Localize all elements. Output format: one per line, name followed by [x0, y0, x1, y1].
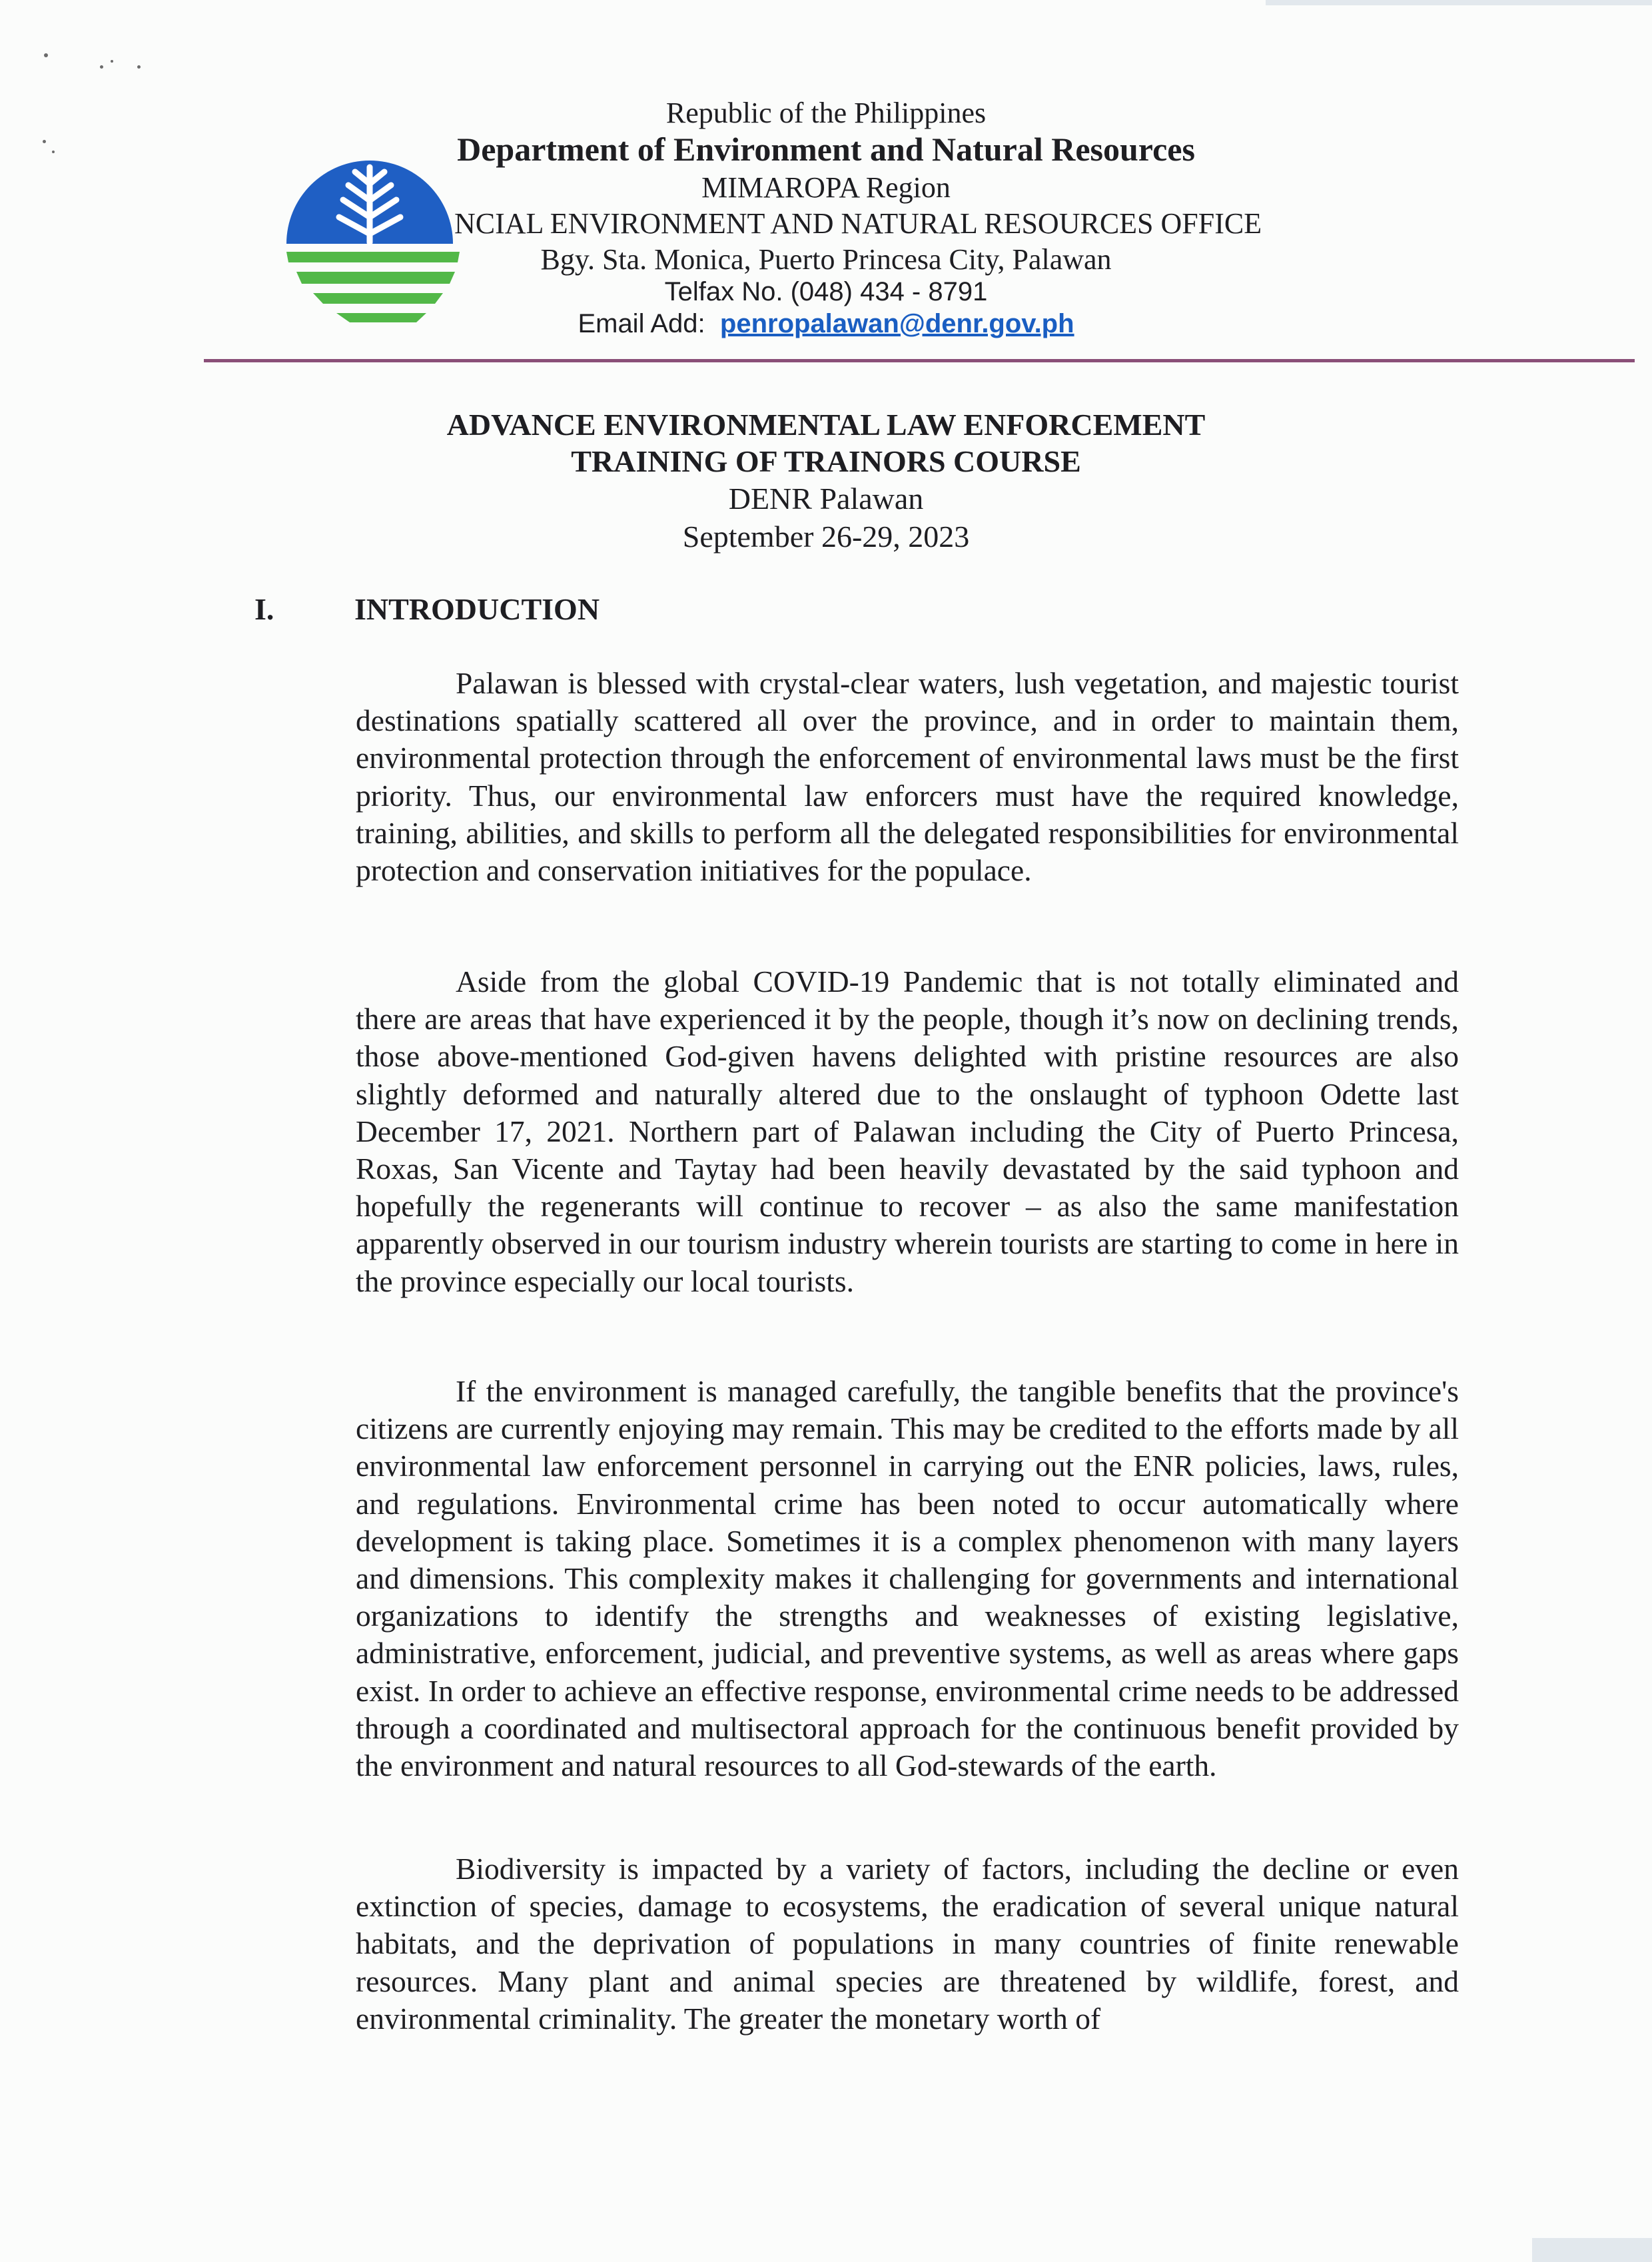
- letterhead-telfax: Telfax No. (048) 434 - 8791: [664, 277, 988, 306]
- letterhead-department: Department of Environment and Natural Resources: [457, 131, 1195, 168]
- scan-edge: [1532, 2238, 1652, 2262]
- section-number: I.: [254, 592, 274, 626]
- section-heading: INTRODUCTION: [354, 592, 600, 626]
- letterhead-office: NCIAL ENVIRONMENT AND NATURAL RESOURCES OFFICE: [454, 207, 1262, 240]
- title-location: DENR Palawan: [728, 482, 924, 516]
- title-date: September 26-29, 2023: [682, 520, 970, 554]
- email-link[interactable]: penropalawan@denr.gov.ph: [719, 309, 1074, 338]
- paragraph-4: Biodiversity is impacted by a variety of factors, including the decline or even extinction of species, damage to ecosystems, the eradication of several unique natural habitats, and the deprivation of populations in many countries of finite renewable resources. Many plant and animal species are threatened by wildlife, forest, and environmental criminality. The greater the monetary worth of: [356, 1852, 1459, 2036]
- scan-speck: [44, 53, 48, 57]
- scan-speck: [100, 65, 103, 69]
- email-label: Email Add:: [578, 309, 705, 338]
- scan-edge: [1266, 0, 1652, 5]
- scan-speck: [111, 60, 113, 63]
- letterhead-republic: Republic of the Philippines: [665, 97, 987, 129]
- paragraph-2: Aside from the global COVID-19 Pandemic that is not totally eliminated and there are areas that have experienced it by the people, though it’s now on declining trends, those above-mentioned God-given havens delighted with pristine resources are also slightly deformed and naturally altered due to the onslaught of typhoon Odette last December 17, 2021. Northern part of Palawan including the City of Puerto Princesa, Roxas, San Vicente and Taytay had been heavily devastated by the said typhoon and hopefully the regenerants will continue to recover – as also the same manifestation apparently observed in our tourism industry wherein tourists are starting to come in here in the province especially our local tourists.: [356, 964, 1459, 1298]
- letterhead-divider: [204, 359, 1635, 362]
- scan-speck: [137, 65, 141, 69]
- letterhead-address: Bgy. Sta. Monica, Puerto Princesa City, Palawan: [540, 243, 1112, 276]
- paragraph-3: If the environment is managed carefully, the tangible benefits that the province's citizens are currently enjoying may remain. This may be credited to the efforts made by all environmental law enforcement personnel in carrying out the ENR policies, laws, rules, and regulations. Environmental crime has been noted to occur automatically where development is taking place. Sometimes it is a complex phenomenon with many layers and dimensions. This complexity makes it challenging for governments and international organizations to identify the strengths and weaknesses of existing legislative, administrative, enforcement, judicial, and preventive systems, as well as areas where gaps exist. In order to achieve an effective response, environmental crime needs to be addressed through a coordinated and multisectoral approach for the continuous benefit provided by the environment and natural resources to all God-stewards of the earth.: [356, 1374, 1459, 1783]
- letterhead-email-line: [0, 305, 1652, 342]
- paragraph-1: Palawan is blessed with crystal-clear waters, lush vegetation, and majestic tourist destinations spatially scattered all over the province, and in order to maintain them, environmental protection through the enforcement of environmental laws must be the first priority. Thus, our environmental law enforcers must have the required knowledge, training, abilities, and skills to perform all the delegated responsibilities for environmental protection and conservation initiatives for the populace.: [356, 666, 1459, 888]
- letterhead-region: MIMAROPA Region: [701, 171, 951, 204]
- title-line-1: ADVANCE ENVIRONMENTAL LAW ENFORCEMENT: [446, 408, 1206, 442]
- title-line-2: TRAINING OF TRAINORS COURSE: [571, 444, 1081, 478]
